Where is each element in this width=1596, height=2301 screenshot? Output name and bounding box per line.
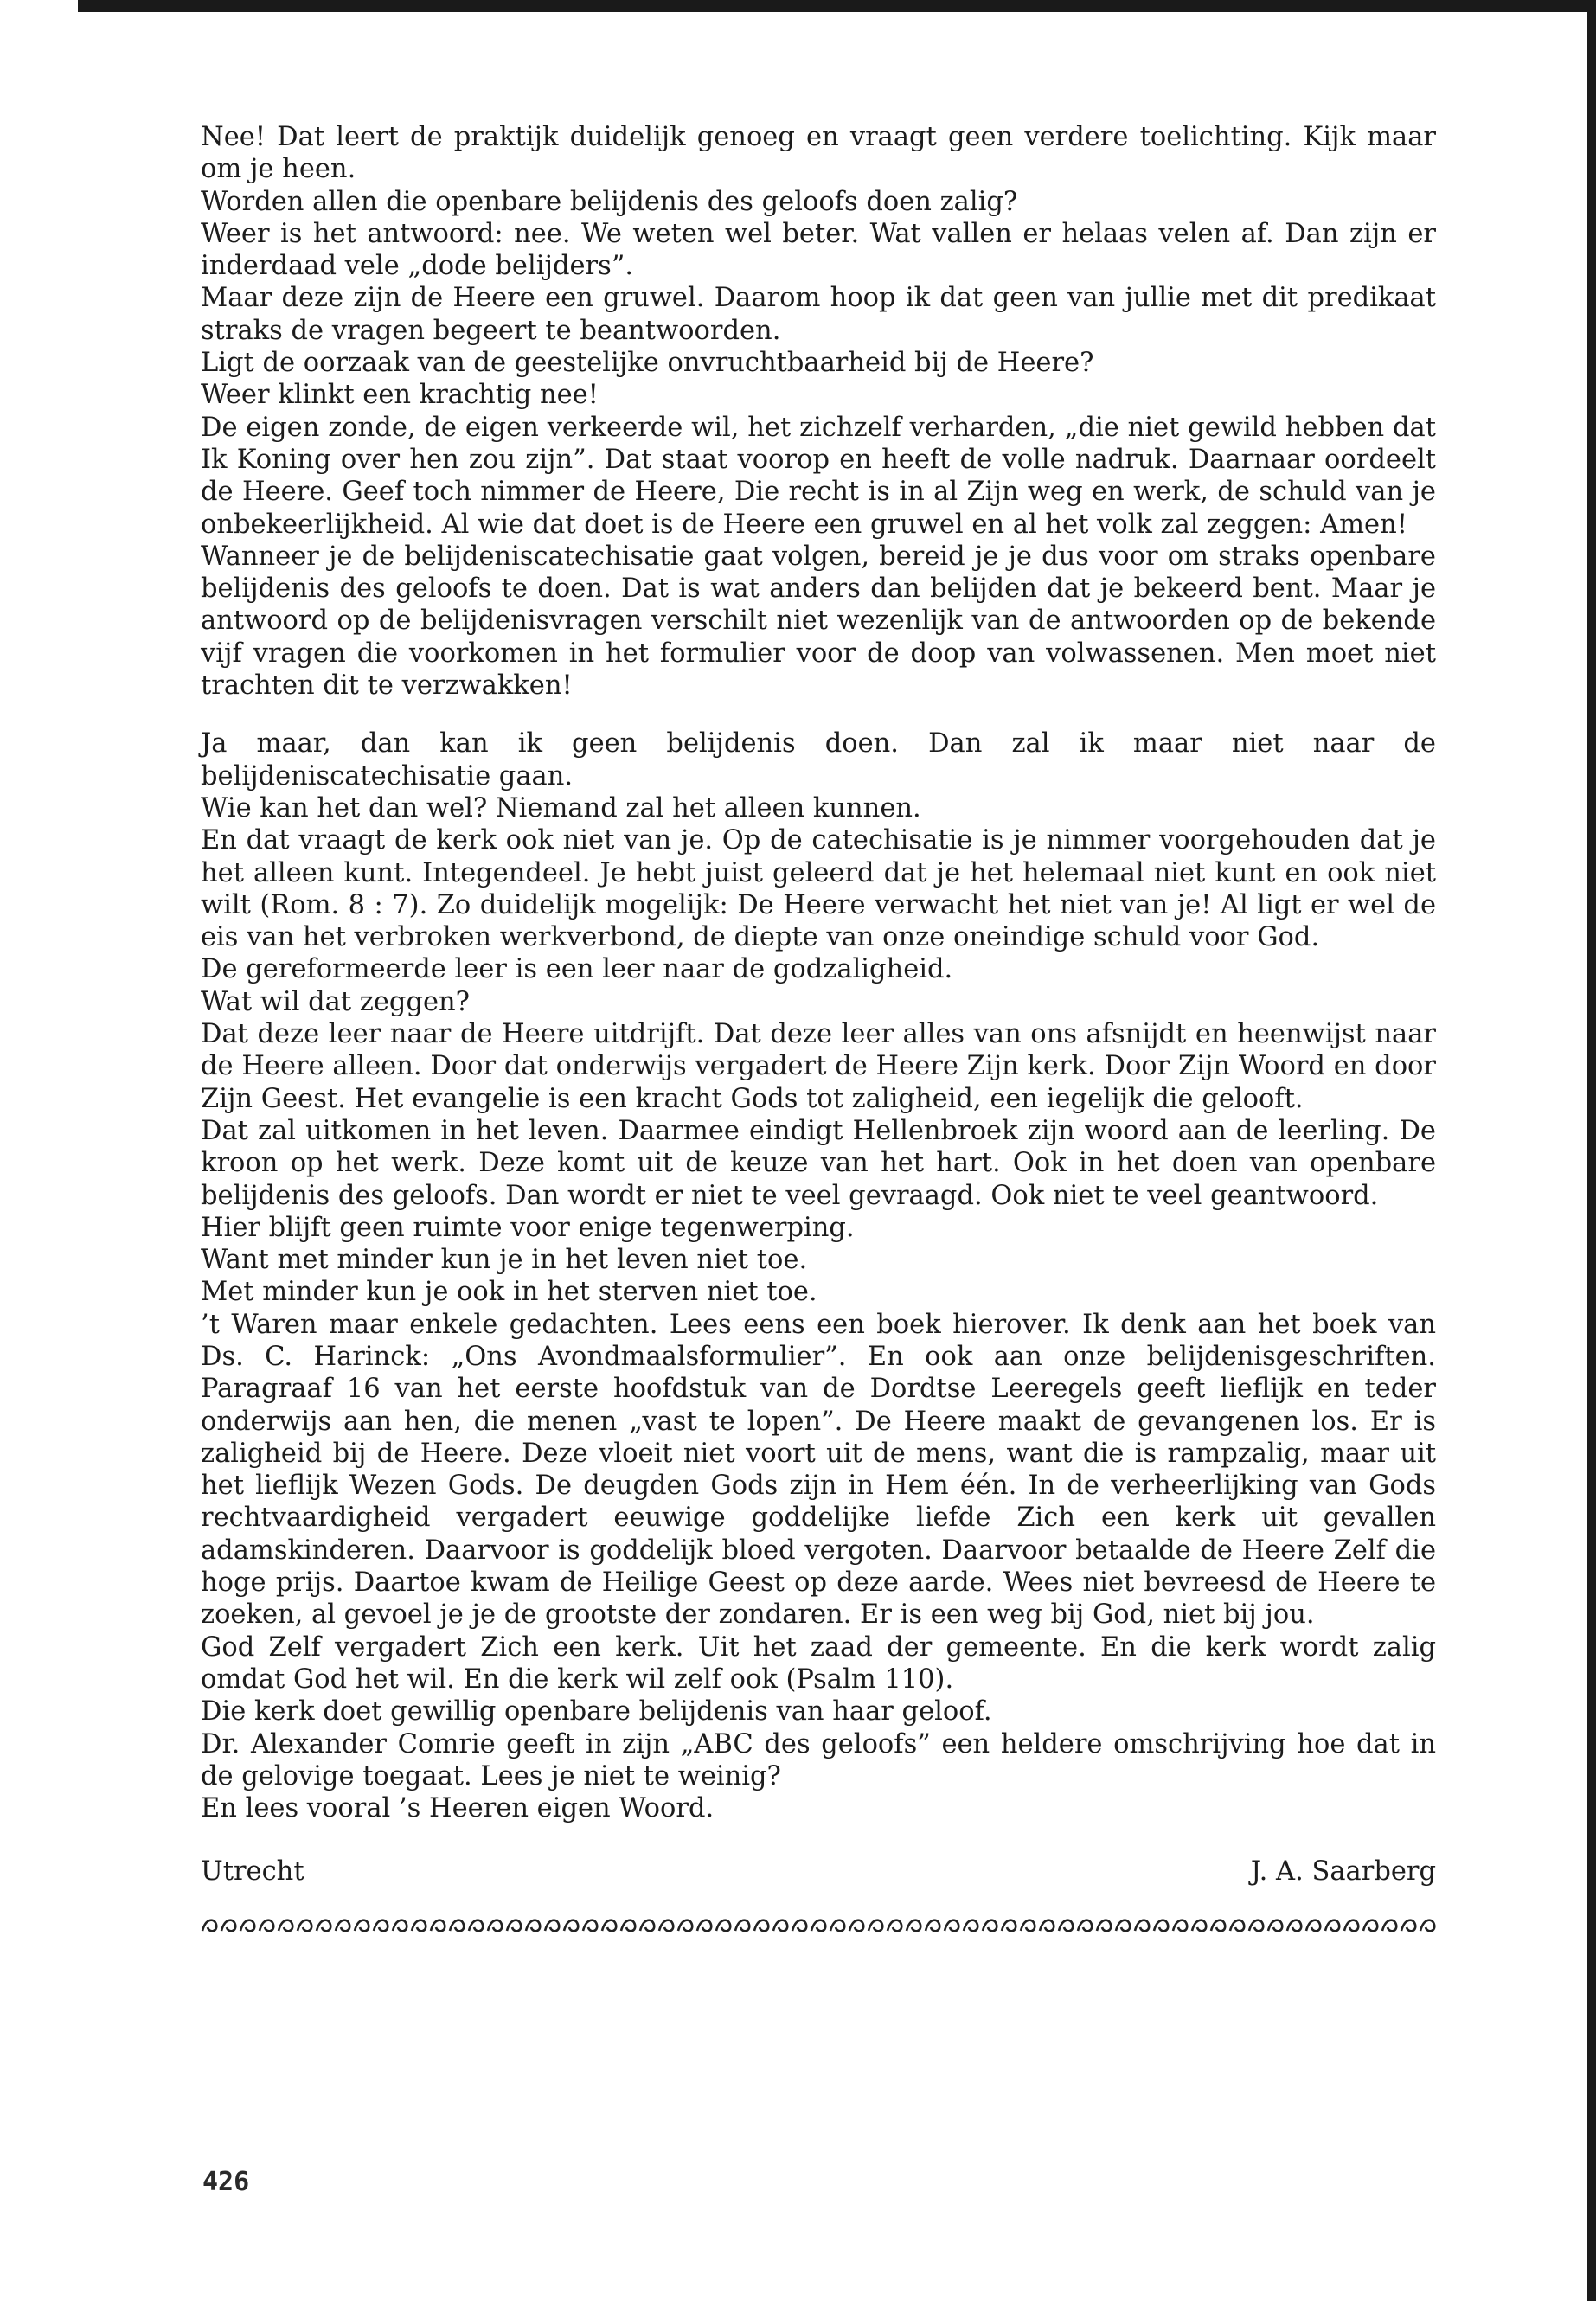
ornament-loop: [1002, 1920, 1016, 1932]
ornament-loop: [260, 1920, 273, 1932]
ornament-loop: [1059, 1920, 1073, 1932]
ornament-loop: [488, 1920, 502, 1932]
paragraph: Dr. Alexander Comrie geeft in zijn „ABC des geloofs” een heldere omschrijving hoe dat in de gelovige toegaat. Lees je niet te weinig?: [201, 1728, 1436, 1791]
ornament-loop: [355, 1920, 369, 1932]
paragraph: En lees vooral ’s Heeren eigen Woord.: [201, 1793, 715, 1824]
signature-row: [201, 1856, 1436, 1888]
ornament-loop: [1192, 1920, 1206, 1932]
ornament-loop: [716, 1920, 730, 1932]
signature-author: J. A. Saarberg: [1250, 1856, 1436, 1888]
ornament-loop: [621, 1920, 635, 1932]
ornament-loop: [1078, 1920, 1092, 1932]
ornament-loop: [983, 1920, 997, 1932]
ornament-loop: [526, 1920, 540, 1932]
article-body: [201, 121, 1436, 1940]
ornament-loop: [1097, 1920, 1111, 1932]
ornament-loop: [279, 1920, 292, 1932]
ornament-loop: [1211, 1920, 1225, 1932]
ornament-loop: [964, 1920, 977, 1932]
ornament-loop: [926, 1920, 939, 1932]
ornament-loop: [317, 1920, 330, 1932]
ornament-loop: [545, 1920, 559, 1932]
ornament-loop: [1344, 1920, 1358, 1932]
ornament-loop: [240, 1920, 254, 1932]
paragraph: Ja maar, dan kan ik geen belijdenis doen. Dan zal ik maar niet naar de belijdeniscatechisatie gaan.: [201, 728, 1436, 792]
section-one: [201, 121, 1436, 702]
paragraph: De gereformeerde leer is een leer naar de godzaligheid.: [201, 954, 953, 985]
paragraph: Maar deze zijn de Heere een gruwel. Daarom hoop ik dat geen van jullie met dit predikaat straks de vragen begeert te beantwoorden.: [201, 283, 1436, 346]
ornament-loop: [1306, 1920, 1320, 1932]
ornament-loop: [945, 1920, 958, 1932]
signature-place: Utrecht: [201, 1856, 304, 1888]
paragraph: Hier blijft geen ruimte voor enige tegenwerping.: [201, 1212, 855, 1243]
ornament-loop: [1363, 1920, 1377, 1932]
ornament-loop: [1382, 1920, 1396, 1932]
ornament-loop: [1249, 1920, 1263, 1932]
top-scan-edge: [78, 0, 1596, 12]
ornament-loop: [1230, 1920, 1244, 1932]
paragraph: Dat zal uitkomen in het leven. Daarmee eindigt Hellenbroek zijn woord aan de leerling. De kroon op het werk. Deze komt uit de keuze van het hart. Ook in het doen van openbare belijdenis des geloofs. Dan wordt er niet te veel gevraagd. Ook niet te veel geantwoord.: [201, 1115, 1436, 1211]
ornament-loop: [849, 1920, 863, 1932]
paragraph: Wat wil dat zeggen?: [201, 986, 471, 1017]
ornament-loop: [792, 1920, 806, 1932]
paragraph: Wanneer je de belijdeniscatechisatie gaat volgen, bereid je je dus voor om straks openbare belijdenis des geloofs te doen. Dat is wat anders dan belijden dat je bekeerd bent. Maar je antwoord op de belijdenisvragen verschilt niet wezenlijk van de antwoorden op de bekende vijf vragen die voorkomen in het formulier voor de doop van volwassenen. Men moet niet trachten dit te verzwakken!: [201, 541, 1436, 702]
ornament-loop: [450, 1920, 464, 1932]
paragraph: Dat deze leer naar de Heere uitdrijft. Dat deze leer alles van ons afsnijdt en heenwijst naar de Heere alleen. Door dat onderwijs vergadert de Heere Zijn kerk. Door Zijn Woord en door Zijn Geest. Het evangelie is een kracht Gods tot zaligheid, een iegelijk die gelooft.: [201, 1019, 1436, 1114]
ornament-loop: [202, 1920, 216, 1932]
ornament-loop: [412, 1920, 426, 1932]
ornament-loop: [393, 1920, 407, 1932]
ornament-loop: [830, 1920, 844, 1932]
ornament-loop: [1401, 1920, 1415, 1932]
ornament-loop: [1173, 1920, 1187, 1932]
ornament-loop: [583, 1920, 597, 1932]
paragraph: De eigen zonde, de eigen verkeerde wil, het zichzelf verharden, „die niet gewild hebben dat Ik Koning over hen zou zijn”. Dat staat voorop en heeft de volle nadruk. Daarnaar oordeelt de Heere. Geef toch nimmer de Heere, Die recht is in al Zijn weg en werk, de schuld van je onbekeerlijkheid. Al wie dat doet is de Heere een gruwel en al het volk zal zeggen: Amen!: [201, 412, 1436, 540]
ornament-loop: [1287, 1920, 1301, 1932]
ornament-loop: [1154, 1920, 1168, 1932]
section-gap: [201, 702, 1436, 727]
ornament-loop: [869, 1920, 882, 1932]
ornament-loop: [640, 1920, 654, 1932]
paragraph: Wie kan het dan wel? Niemand zal het alleen kunnen.: [201, 792, 921, 824]
ornament-loop: [298, 1920, 311, 1932]
ornament-loop: [564, 1920, 578, 1932]
ornament-loop: [602, 1920, 616, 1932]
section-two: [201, 727, 1436, 1824]
paragraph: ’t Waren maar enkele gedachten. Lees eens een boek hierover. Ik denk aan het boek van Ds. C. Harinck: „Ons Avondmaalsformulier”. En ook aan onze belijdenisgeschriften. Paragraaf 16 van het eerste hoofdstuk van de Dordtse Leeregels geeft lieflijk en teder onderwijs aan hen, die menen „vast te lopen”. De Heere maakt de gevangenen los. Er is zaligheid bij de Heere. Deze vloeit niet voort uit de mens, want die is rampzalig, maar uit het lieflijk Wezen Gods. De deugden Gods zijn in Hem één. In de verheerlijking van Gods rechtvaardigheid vergadert eeuwige goddelijke liefde Zich een kerk uit gevallen adamskinderen. Daarvoor is goddelijk bloed vergoten. Daarvoor betaalde de Heere Zelf die hoge prijs. Daartoe kwam de Heilige Geest op deze aarde. Wees niet bevreesd de Heere te zoeken, al gevoel je je de grootste der zondaren. Er is een weg bij God, niet bij jou.: [201, 1309, 1436, 1631]
ornament-loop: [431, 1920, 445, 1932]
ornament-loop: [811, 1920, 825, 1932]
paragraph: En dat vraagt de kerk ook niet van je. Op de catechisatie is je nimmer voorgehouden dat je het alleen kunt. Integendeel. Je hebt juist geleerd dat je het helemaal niet kunt en ook niet wilt (Rom. 8 : 7). Zo duidelijk mogelijk: De Heere verwacht het niet van je! Al ligt er wel de eis van het verbroken werkverbond, de diepte van onze oneindige schuld voor God.: [201, 825, 1436, 953]
ornament-loop: [1021, 1920, 1035, 1932]
paragraph: Weer is het antwoord: nee. We weten wel beter. Wat vallen er helaas velen af. Dan zijn er inderdaad vele „dode belijders”.: [201, 218, 1436, 282]
ornament-loop: [697, 1920, 711, 1932]
ornament-loop: [754, 1920, 768, 1932]
paragraph: Worden allen die openbare belijdenis des geloofs doen zalig?: [201, 186, 1018, 217]
ornament-loop: [336, 1920, 349, 1932]
paragraph: Want met minder kun je in het leven niet toe.: [201, 1245, 808, 1276]
paragraph: Die kerk doet gewillig openbare belijdenis van haar geloof.: [201, 1696, 992, 1727]
ornament-loop: [1268, 1920, 1282, 1932]
ornament-loop: [678, 1920, 692, 1932]
paragraph: Nee! Dat leert de praktijk duidelijk genoeg en vraagt geen verdere toelichting. Kijk maar om je heen.: [201, 122, 1436, 185]
ornament-loop: [773, 1920, 787, 1932]
ornament-loop: [735, 1920, 749, 1932]
paragraph: Met minder kun je ook in het sterven niet toe.: [201, 1277, 817, 1308]
page-number: 426: [202, 2167, 250, 2197]
ornament-loop: [1135, 1920, 1149, 1932]
ornament-loop: [888, 1920, 901, 1932]
paragraph: Ligt de oorzaak van de geestelijke onvruchtbaarheid bij de Heere?: [201, 348, 1094, 379]
right-scan-edge: [1587, 0, 1596, 2301]
paragraph: God Zelf vergadert Zich een kerk. Uit het zaad der gemeente. En die kerk wordt zalig omdat God het wil. En die kerk wil zelf ook (Psalm 110).: [201, 1631, 1436, 1695]
ornament-loop: [1040, 1920, 1054, 1932]
ornament-loop: [507, 1920, 521, 1932]
ornament-loop: [659, 1920, 673, 1932]
ornament-loop: [907, 1920, 920, 1932]
ornamental-border: [201, 1914, 1436, 1937]
ornament-loop: [1116, 1920, 1130, 1932]
ornament-loop: [1325, 1920, 1339, 1932]
paragraph: Weer klinkt een krachtig nee!: [201, 380, 599, 411]
ornament-loop: [1420, 1920, 1434, 1932]
ornament-loop: [469, 1920, 483, 1932]
ornament-loop: [374, 1920, 388, 1932]
ornament-loop: [221, 1920, 235, 1932]
